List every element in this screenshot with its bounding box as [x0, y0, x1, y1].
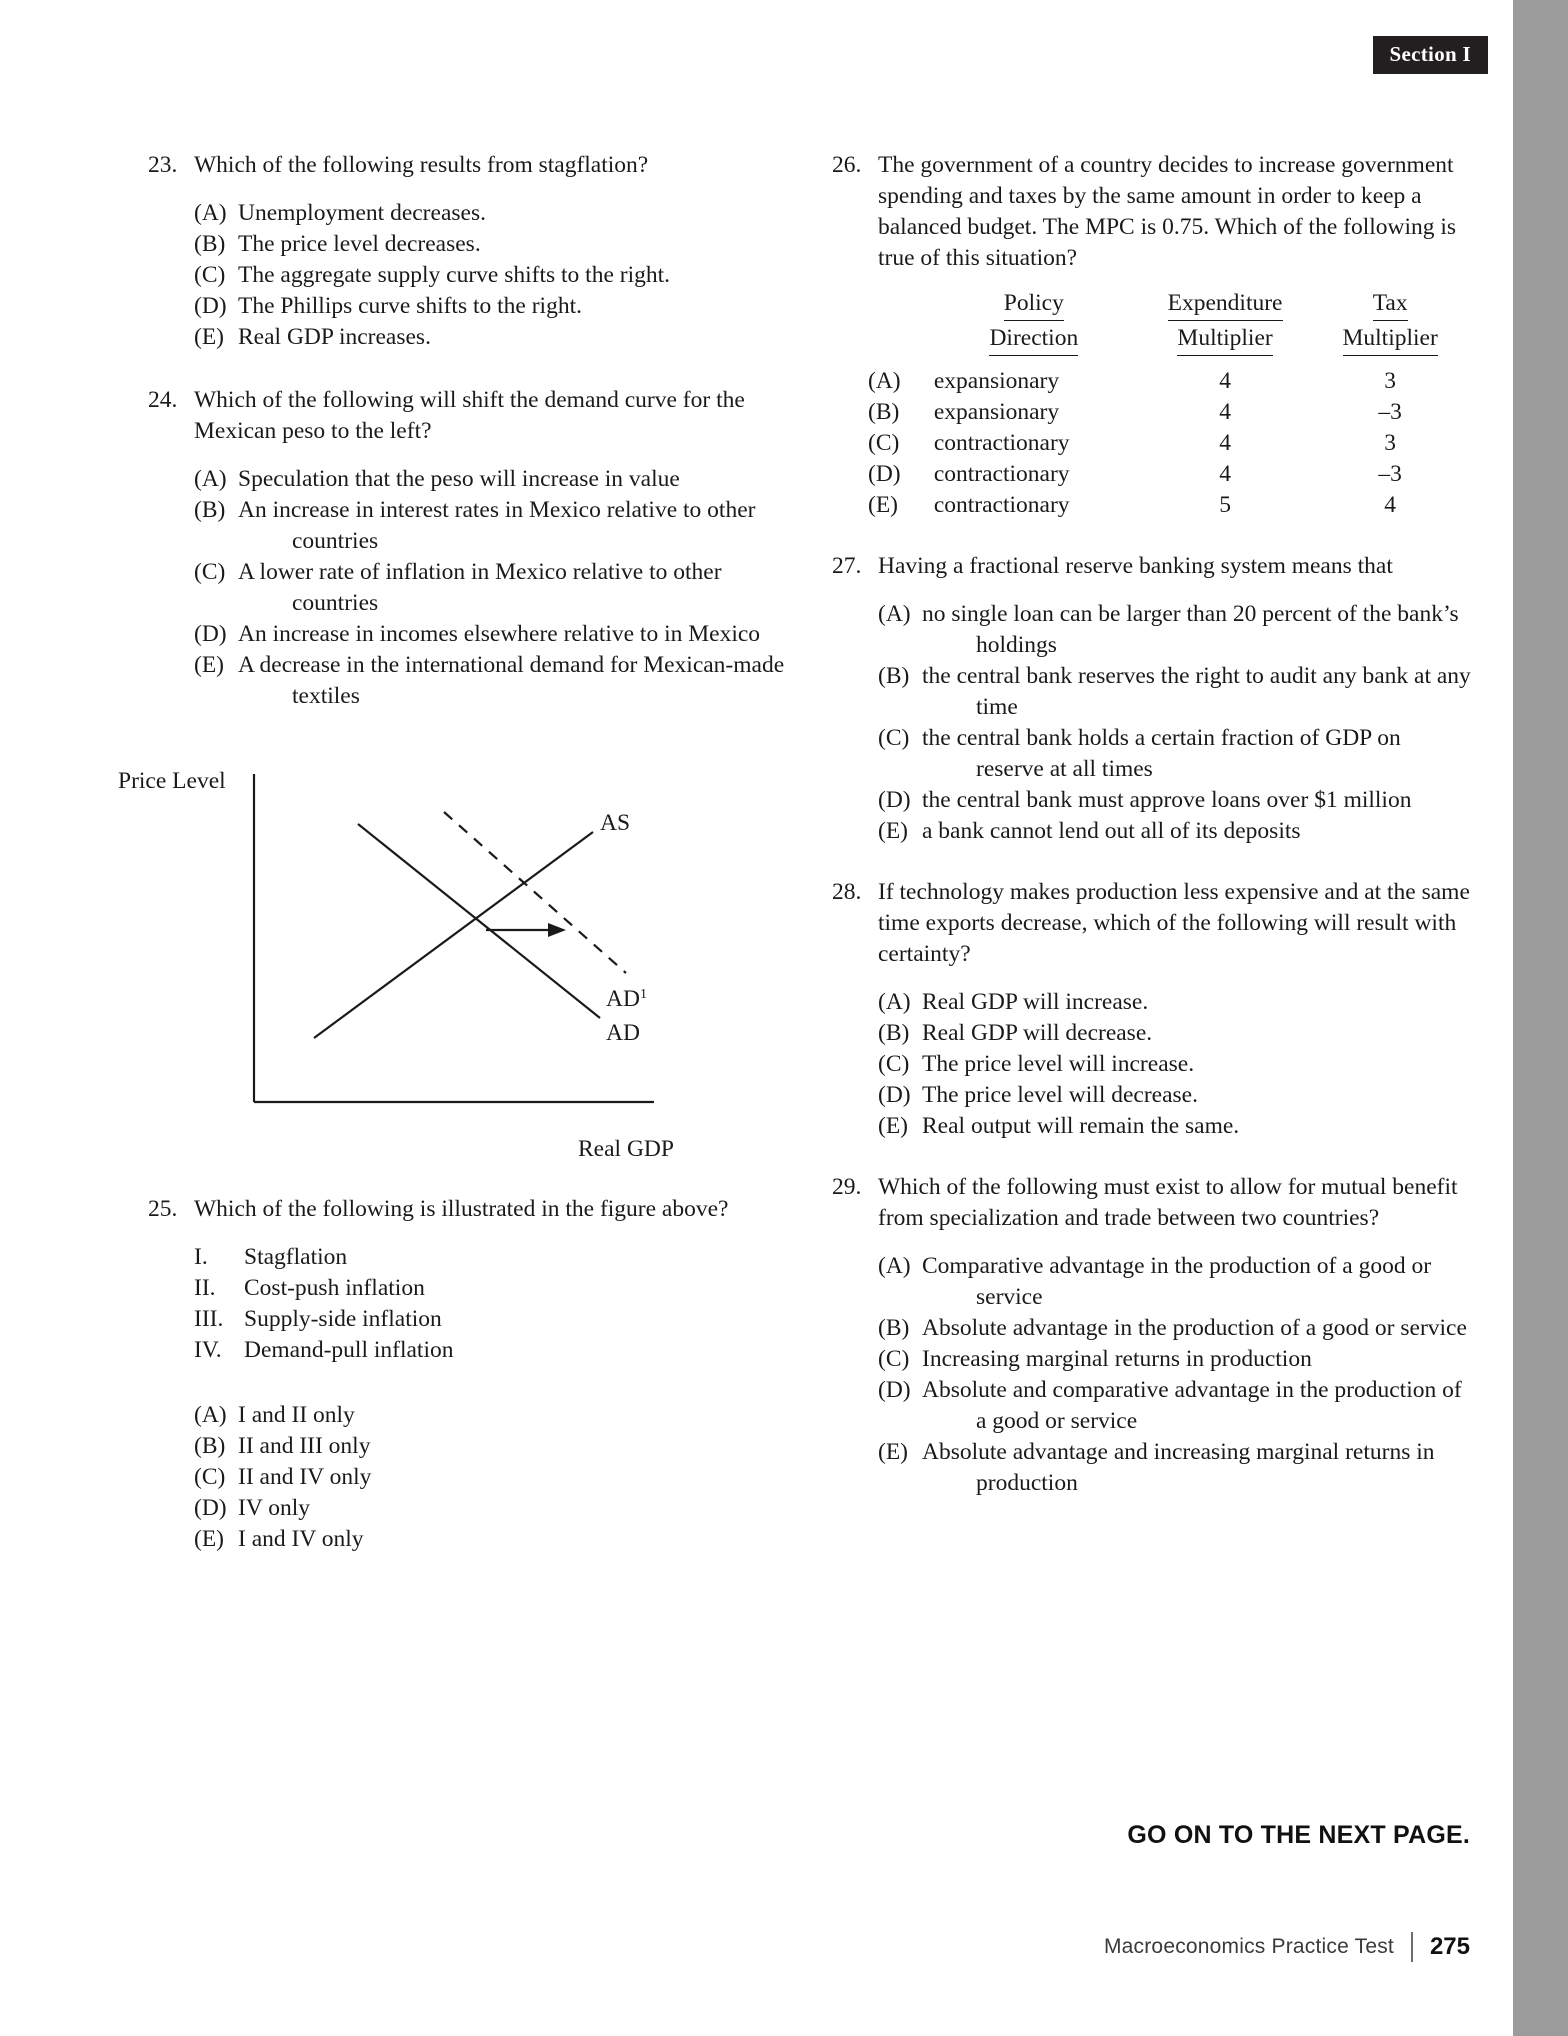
choice-text: Absolute advantage in the production of a good or service: [922, 1315, 1467, 1341]
choice-letter: (C): [878, 1346, 910, 1372]
choice-text: I and IV only: [238, 1526, 364, 1552]
question-28: [832, 877, 1472, 1142]
choice-text: Real GDP will decrease.: [922, 1020, 1153, 1046]
choice-letter: (E): [194, 1526, 225, 1552]
choice-text: The aggregate supply curve shifts to the right.: [238, 262, 671, 288]
question-28-number: 28.: [832, 879, 862, 905]
choice-text: IV only: [238, 1495, 311, 1521]
choice-option[interactable]: [878, 987, 1472, 1018]
question-26-head: [832, 150, 1472, 274]
choice-option[interactable]: [878, 661, 1472, 723]
choice-option[interactable]: [194, 198, 788, 229]
choice-letter: (D): [194, 1495, 227, 1521]
choice-text: a bank cannot lend out all of its deposits: [922, 818, 1301, 844]
choice-letter: (A): [194, 200, 227, 226]
choice-letter: (C): [194, 262, 226, 288]
question-28-stem: If technology makes production less expensive and at the same time exports decrease, which of the following will result with certainty?: [878, 879, 1470, 967]
choice-text: Real output will remain the same.: [922, 1113, 1240, 1139]
choice-option[interactable]: [878, 1080, 1472, 1111]
header-blank: [868, 288, 926, 323]
choice-text: II and IV only: [238, 1464, 372, 1490]
figure-y-axis-label: Price Level: [118, 768, 226, 794]
row-policy: expansionary: [933, 368, 1060, 394]
choice-option[interactable]: [194, 650, 788, 712]
question-29-stem: Which of the following must exist to allow for mutual benefit from specialization and trade between two countries?: [878, 1174, 1458, 1231]
row-expenditure: 4: [1219, 430, 1231, 456]
choice-letter: (B): [194, 1433, 226, 1459]
choice-text: the central bank holds a certain fraction of GDP on reserve at all times: [922, 725, 1401, 782]
choice-option[interactable]: [194, 619, 788, 650]
choice-option[interactable]: [878, 723, 1472, 785]
header-direction: [926, 323, 1142, 356]
question-23-stem: Which of the following results from stagflation?: [194, 152, 649, 178]
choice-letter: (E): [194, 652, 225, 678]
choice-option[interactable]: [194, 1462, 788, 1493]
choice-option[interactable]: [194, 495, 788, 557]
choice-letter: (D): [878, 1377, 911, 1403]
question-25-choices: [148, 1400, 788, 1555]
row-tax: 4: [1384, 492, 1397, 518]
page-content: [0, 150, 1510, 1790]
question-29-number: 29.: [832, 1174, 862, 1200]
question-23-number: 23.: [148, 152, 178, 178]
question-25-head: [148, 1194, 788, 1225]
choice-text: The Phillips curve shifts to the right.: [238, 293, 582, 319]
table-spacer: [868, 356, 1472, 366]
question-25-stem: Which of the following is illustrated in the figure above?: [194, 1196, 729, 1222]
roman-text: Supply-side inflation: [244, 1306, 442, 1332]
question-25: [148, 1194, 788, 1555]
roman-numeral: III.: [194, 1306, 224, 1332]
header-tax-text: Tax: [1373, 288, 1408, 321]
choice-option[interactable]: [194, 464, 788, 495]
choice-letter: (C): [878, 1051, 910, 1077]
roman-text: Stagflation: [244, 1244, 348, 1270]
choice-text: Speculation that the peso will increase in value: [238, 466, 680, 492]
choice-option[interactable]: [194, 1493, 788, 1524]
footer-book-title: Macroeconomics Practice Test: [1103, 1935, 1394, 1958]
ad1-label: [606, 986, 647, 1012]
choice-text: the central bank reserves the right to audit any bank at any time: [922, 663, 1471, 720]
row-expenditure: 4: [1219, 399, 1231, 425]
choice-option[interactable]: [194, 260, 788, 291]
choice-option[interactable]: [878, 1313, 1472, 1344]
choice-letter: (E): [878, 1439, 909, 1465]
ad1-label-superscript: 1: [639, 987, 647, 1002]
question-26-stem: The government of a country decides to increase government spending and taxes by the same amount in order to keep a balanced budget. The MPC is 0.75. Which of the following is true of this situation?: [878, 152, 1457, 271]
choice-letter: (A): [878, 1253, 911, 1279]
choice-text: Increasing marginal returns in production: [922, 1346, 1312, 1372]
choice-letter: (E): [878, 1113, 909, 1139]
choice-letter: (A): [878, 601, 911, 627]
question-29-choices: [832, 1251, 1472, 1499]
table-row[interactable]: [868, 490, 1472, 521]
go-on-notice: GO ON TO THE NEXT PAGE.: [1127, 1821, 1470, 1849]
question-24-number: 24.: [148, 387, 178, 413]
choice-text: A decrease in the international demand for Mexican-made textiles: [238, 652, 785, 709]
header-tax: [1308, 288, 1472, 323]
choice-option[interactable]: [194, 291, 788, 322]
choice-text: Real GDP will increase.: [922, 989, 1149, 1015]
section-tab: Section I: [1373, 36, 1488, 74]
multiplier-table: [868, 288, 1472, 521]
row-tax: –3: [1378, 461, 1402, 487]
choice-letter: (D): [878, 787, 911, 813]
choice-text: The price level will increase.: [922, 1051, 1195, 1077]
row-letter: (A): [868, 368, 901, 394]
choice-text: Real GDP increases.: [238, 324, 431, 350]
choice-letter: (C): [878, 725, 910, 751]
choice-option[interactable]: [878, 1375, 1472, 1437]
choice-option[interactable]: [878, 785, 1472, 816]
page-edge-bar: [1513, 0, 1568, 2036]
header-expenditure-multiplier: [1142, 323, 1308, 356]
choice-option[interactable]: [878, 816, 1472, 847]
choice-letter: (E): [194, 324, 225, 350]
choice-text: The price level will decrease.: [922, 1082, 1198, 1108]
choice-text: A lower rate of inflation in Mexico relative to other countries: [238, 559, 722, 616]
choice-option[interactable]: [194, 322, 788, 353]
row-policy: expansionary: [933, 399, 1060, 425]
question-27: [832, 551, 1472, 847]
question-24-stem: Which of the following will shift the demand curve for the Mexican peso to the left?: [194, 387, 745, 444]
header-expenditure-multiplier-text: Multiplier: [1177, 323, 1272, 356]
figure-x-axis-label: Real GDP: [578, 1136, 674, 1162]
row-letter: (E): [868, 492, 899, 518]
choice-text: An increase in interest rates in Mexico relative to other countries: [238, 497, 756, 554]
choice-option[interactable]: [878, 1049, 1472, 1080]
header-expenditure: [1142, 288, 1308, 323]
question-26: [832, 150, 1472, 521]
choice-letter: (A): [194, 466, 227, 492]
row-tax: 3: [1384, 368, 1397, 394]
table-row[interactable]: [868, 459, 1472, 490]
choice-option[interactable]: [194, 1524, 788, 1555]
ad1-label-base: AD: [606, 986, 640, 1012]
roman-numeral: I.: [194, 1244, 208, 1270]
table-row[interactable]: [868, 366, 1472, 397]
header-tax-multiplier: [1308, 323, 1472, 356]
question-24-choices: [148, 464, 788, 712]
header-direction-text: Direction: [989, 323, 1078, 356]
table-header-row-1: [868, 288, 1472, 323]
ad-as-figure: [118, 768, 788, 1168]
choice-option[interactable]: [878, 1344, 1472, 1375]
choice-letter: (E): [878, 818, 909, 844]
ad-label: AD: [606, 1020, 640, 1046]
roman-list-item: [194, 1304, 788, 1335]
choice-text: Unemployment decreases.: [238, 200, 486, 226]
table-row[interactable]: [868, 397, 1472, 428]
header-blank-2: [868, 323, 926, 356]
row-policy: contractionary: [933, 461, 1070, 487]
row-policy: contractionary: [933, 430, 1070, 456]
choice-text: no single loan can be larger than 20 percent of the bank’s holdings: [922, 601, 1459, 658]
choice-letter: (D): [878, 1082, 911, 1108]
page-footer: [1104, 1932, 1470, 1962]
row-letter: (C): [868, 430, 900, 456]
choice-letter: (A): [194, 1402, 227, 1428]
choice-option[interactable]: [878, 599, 1472, 661]
choice-text: Comparative advantage in the production of a good or service: [922, 1253, 1432, 1310]
question-23-choices: [148, 198, 788, 353]
header-tax-multiplier-text: Multiplier: [1343, 323, 1438, 356]
table-row[interactable]: [868, 356, 1472, 366]
choice-text: I and II only: [238, 1402, 355, 1428]
question-25-roman-list: [148, 1242, 788, 1366]
choice-text: An increase in incomes elsewhere relative to in Mexico: [238, 621, 761, 647]
question-27-stem: Having a fractional reserve banking system means that: [878, 553, 1393, 579]
roman-numeral: IV.: [194, 1337, 222, 1363]
question-27-head: [832, 551, 1472, 582]
question-24-head: [148, 385, 788, 447]
row-expenditure: 5: [1219, 492, 1231, 518]
roman-list-item: [194, 1335, 788, 1366]
question-28-head: [832, 877, 1472, 970]
question-29-head: [832, 1172, 1472, 1234]
choice-option[interactable]: [878, 1018, 1472, 1049]
question-27-choices: [832, 599, 1472, 847]
row-expenditure: 4: [1219, 461, 1231, 487]
roman-text: Demand-pull inflation: [244, 1337, 454, 1363]
header-policy: [926, 288, 1142, 323]
question-25-number: 25.: [148, 1196, 178, 1222]
choice-option[interactable]: [194, 557, 788, 619]
ad-as-svg: [248, 768, 708, 1148]
header-expenditure-text: Expenditure: [1168, 288, 1283, 321]
row-letter: (B): [868, 399, 900, 425]
question-29: [832, 1172, 1472, 1499]
choice-text: The price level decreases.: [238, 231, 481, 257]
roman-list-item: [194, 1242, 788, 1273]
choice-option[interactable]: [878, 1251, 1472, 1313]
question-26-number: 26.: [832, 152, 862, 178]
row-letter: (D): [868, 461, 901, 487]
question-23: [148, 150, 788, 353]
question-26-table: [832, 288, 1472, 521]
choice-text: Absolute and comparative advantage in the production of a good or service: [922, 1377, 1462, 1434]
question-23-head: [148, 150, 788, 181]
choice-text: II and III only: [238, 1433, 371, 1459]
choice-text: Absolute advantage and increasing marginal returns in production: [922, 1439, 1435, 1496]
table-header-row-2: [868, 323, 1472, 356]
row-tax: –3: [1378, 399, 1402, 425]
row-tax: 3: [1384, 430, 1397, 456]
choice-letter: (C): [194, 559, 226, 585]
choice-letter: (B): [194, 497, 226, 523]
question-24: [148, 385, 788, 712]
choice-letter: (B): [878, 663, 910, 689]
choice-option[interactable]: [878, 1437, 1472, 1499]
roman-numeral: II.: [194, 1275, 216, 1301]
header-policy-text: Policy: [1004, 288, 1064, 321]
choice-letter: (B): [878, 1020, 910, 1046]
question-27-number: 27.: [832, 553, 862, 579]
choice-letter: (C): [194, 1464, 226, 1490]
choice-letter: (D): [194, 621, 227, 647]
as-label: AS: [600, 810, 631, 836]
footer-page-number: 275: [1429, 1933, 1470, 1960]
roman-list-item: [194, 1273, 788, 1304]
question-28-choices: [832, 987, 1472, 1142]
shift-arrow-head: [548, 923, 566, 937]
choice-option[interactable]: [194, 1431, 788, 1462]
right-column: [832, 150, 1472, 1525]
choice-letter: (D): [194, 293, 227, 319]
row-expenditure: 4: [1219, 368, 1231, 394]
left-column: [118, 150, 788, 1581]
choice-option[interactable]: [194, 1400, 788, 1431]
choice-letter: (B): [878, 1315, 910, 1341]
row-policy: contractionary: [933, 492, 1070, 518]
choice-letter: (A): [878, 989, 911, 1015]
choice-option[interactable]: [878, 1111, 1472, 1142]
choice-letter: (B): [194, 231, 226, 257]
choice-text: the central bank must approve loans over $1 million: [922, 787, 1412, 813]
table-row[interactable]: [868, 428, 1472, 459]
ad1-curve: [444, 812, 626, 973]
roman-text: Cost-push inflation: [244, 1275, 425, 1301]
footer-divider: [1411, 1932, 1413, 1962]
choice-option[interactable]: [194, 229, 788, 260]
